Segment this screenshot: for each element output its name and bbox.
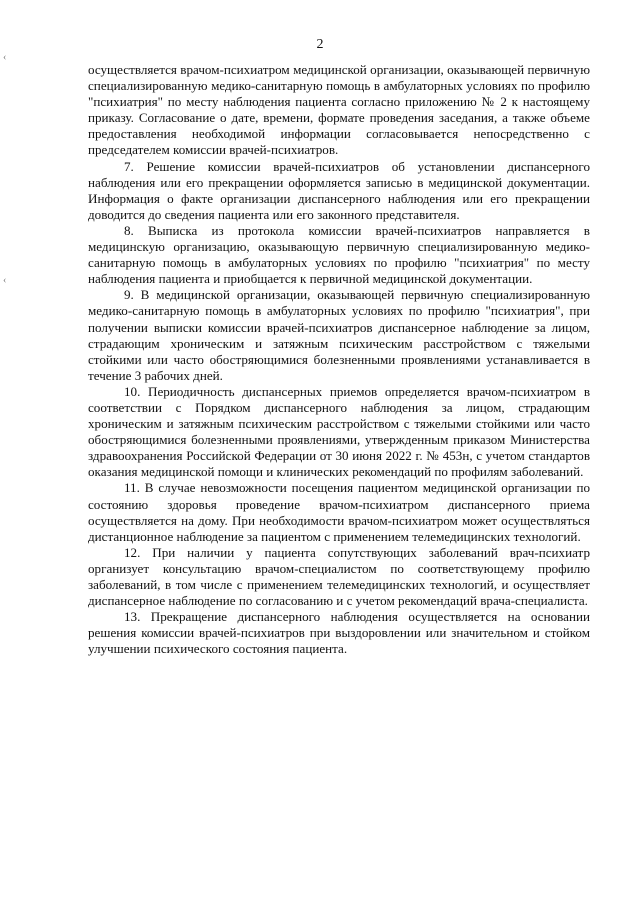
paragraph-8: 8. Выписка из протокола комиссии врачей-психиатров направляется в медицинскую организацию, оказывающую первичную специализированную медико-санитарную помощь в амбулаторных условиях по профилю "психиатрия" по месту наблюдения пациента и приобщается к первичной медицинской документации. (88, 222, 590, 287)
paragraph-7: 7. Решение комиссии врачей-психиатров об установлении диспансерного наблюдения или его прекращении оформляется записью в медицинской документации. Информация о факте организации диспансерного наблюдения или его прекращении доводится до сведения пациента или его законного представителя. (88, 158, 590, 222)
margin-mark: ‹ (3, 52, 7, 63)
paragraph-12: 12. При наличии у пациента сопутствующих заболеваний врач-психиатр организует консультацию врачом-специалистом по соответствующему профилю заболеваний, в том числе с применением телемедицинских технологий, и осуществляет диспансерное наблюдение по согласованию и с учетом рекомендаций врача-специалиста. (88, 544, 590, 609)
paragraph-13: 13. Прекращение диспансерного наблюдения осуществляется на основании решения комиссии врачей-психиатров при выздоровлении или значительном и стойком улучшении психического состояния пациента. (88, 609, 590, 657)
paragraph-10: 10. Периодичность диспансерных приемов определяется врачом-психиатром в соответствии с Порядком диспансерного наблюдения за лицом, страдающим хроническим и затяжным психическим расстройством с тяжелыми стойкими или часто обостряющимися болезненными проявлениями, утвержденным приказом Министерства здравоохранения Российской Федерации от 30 июня 2022 г. № 453н, с учетом стандартов оказания медицинской помощи и клинических рекомендаций по профилям заболеваний. (88, 383, 590, 480)
margin-mark: ‹ (3, 275, 7, 286)
document-body (88, 62, 590, 657)
paragraph-continuation: осуществляется врачом-психиатром медицинской организации, оказывающей первичную специализированную медико-санитарную помощь в амбулаторных условиях по профилю "психиатрия" по месту наблюдения пациента согласно приложению № 2 к настоящему приказу. Согласование о дате, времени, формате проведения заседания, а также объеме предоставления необходимой информации согласовывается непосредственно с председателем комиссии врачей-психиатров. (88, 62, 590, 158)
page-number: 2 (316, 37, 324, 52)
paragraph-11: 11. В случае невозможности посещения пациентом медицинской организации по состоянию здоровья проведение врачом-психиатром диспансерного приема осуществляется на дому. При необходимости врачом-психиатром может осуществляться дистанционное наблюдение за пациентом с применением телемедицинских технологий. (88, 480, 590, 544)
paragraph-9: 9. В медицинской организации, оказывающей первичную специализированную медико-санитарную помощь в амбулаторных условиях по профилю "психиатрия", при получении выписки комиссии врачей-психиатров диспансерное наблюдение за лицом, страдающим хроническим и затяжным психическим расстройством с тяжелыми стойкими или часто обостряющимися болезненными проявлениями устанавливается в течение 3 рабочих дней. (88, 287, 590, 383)
